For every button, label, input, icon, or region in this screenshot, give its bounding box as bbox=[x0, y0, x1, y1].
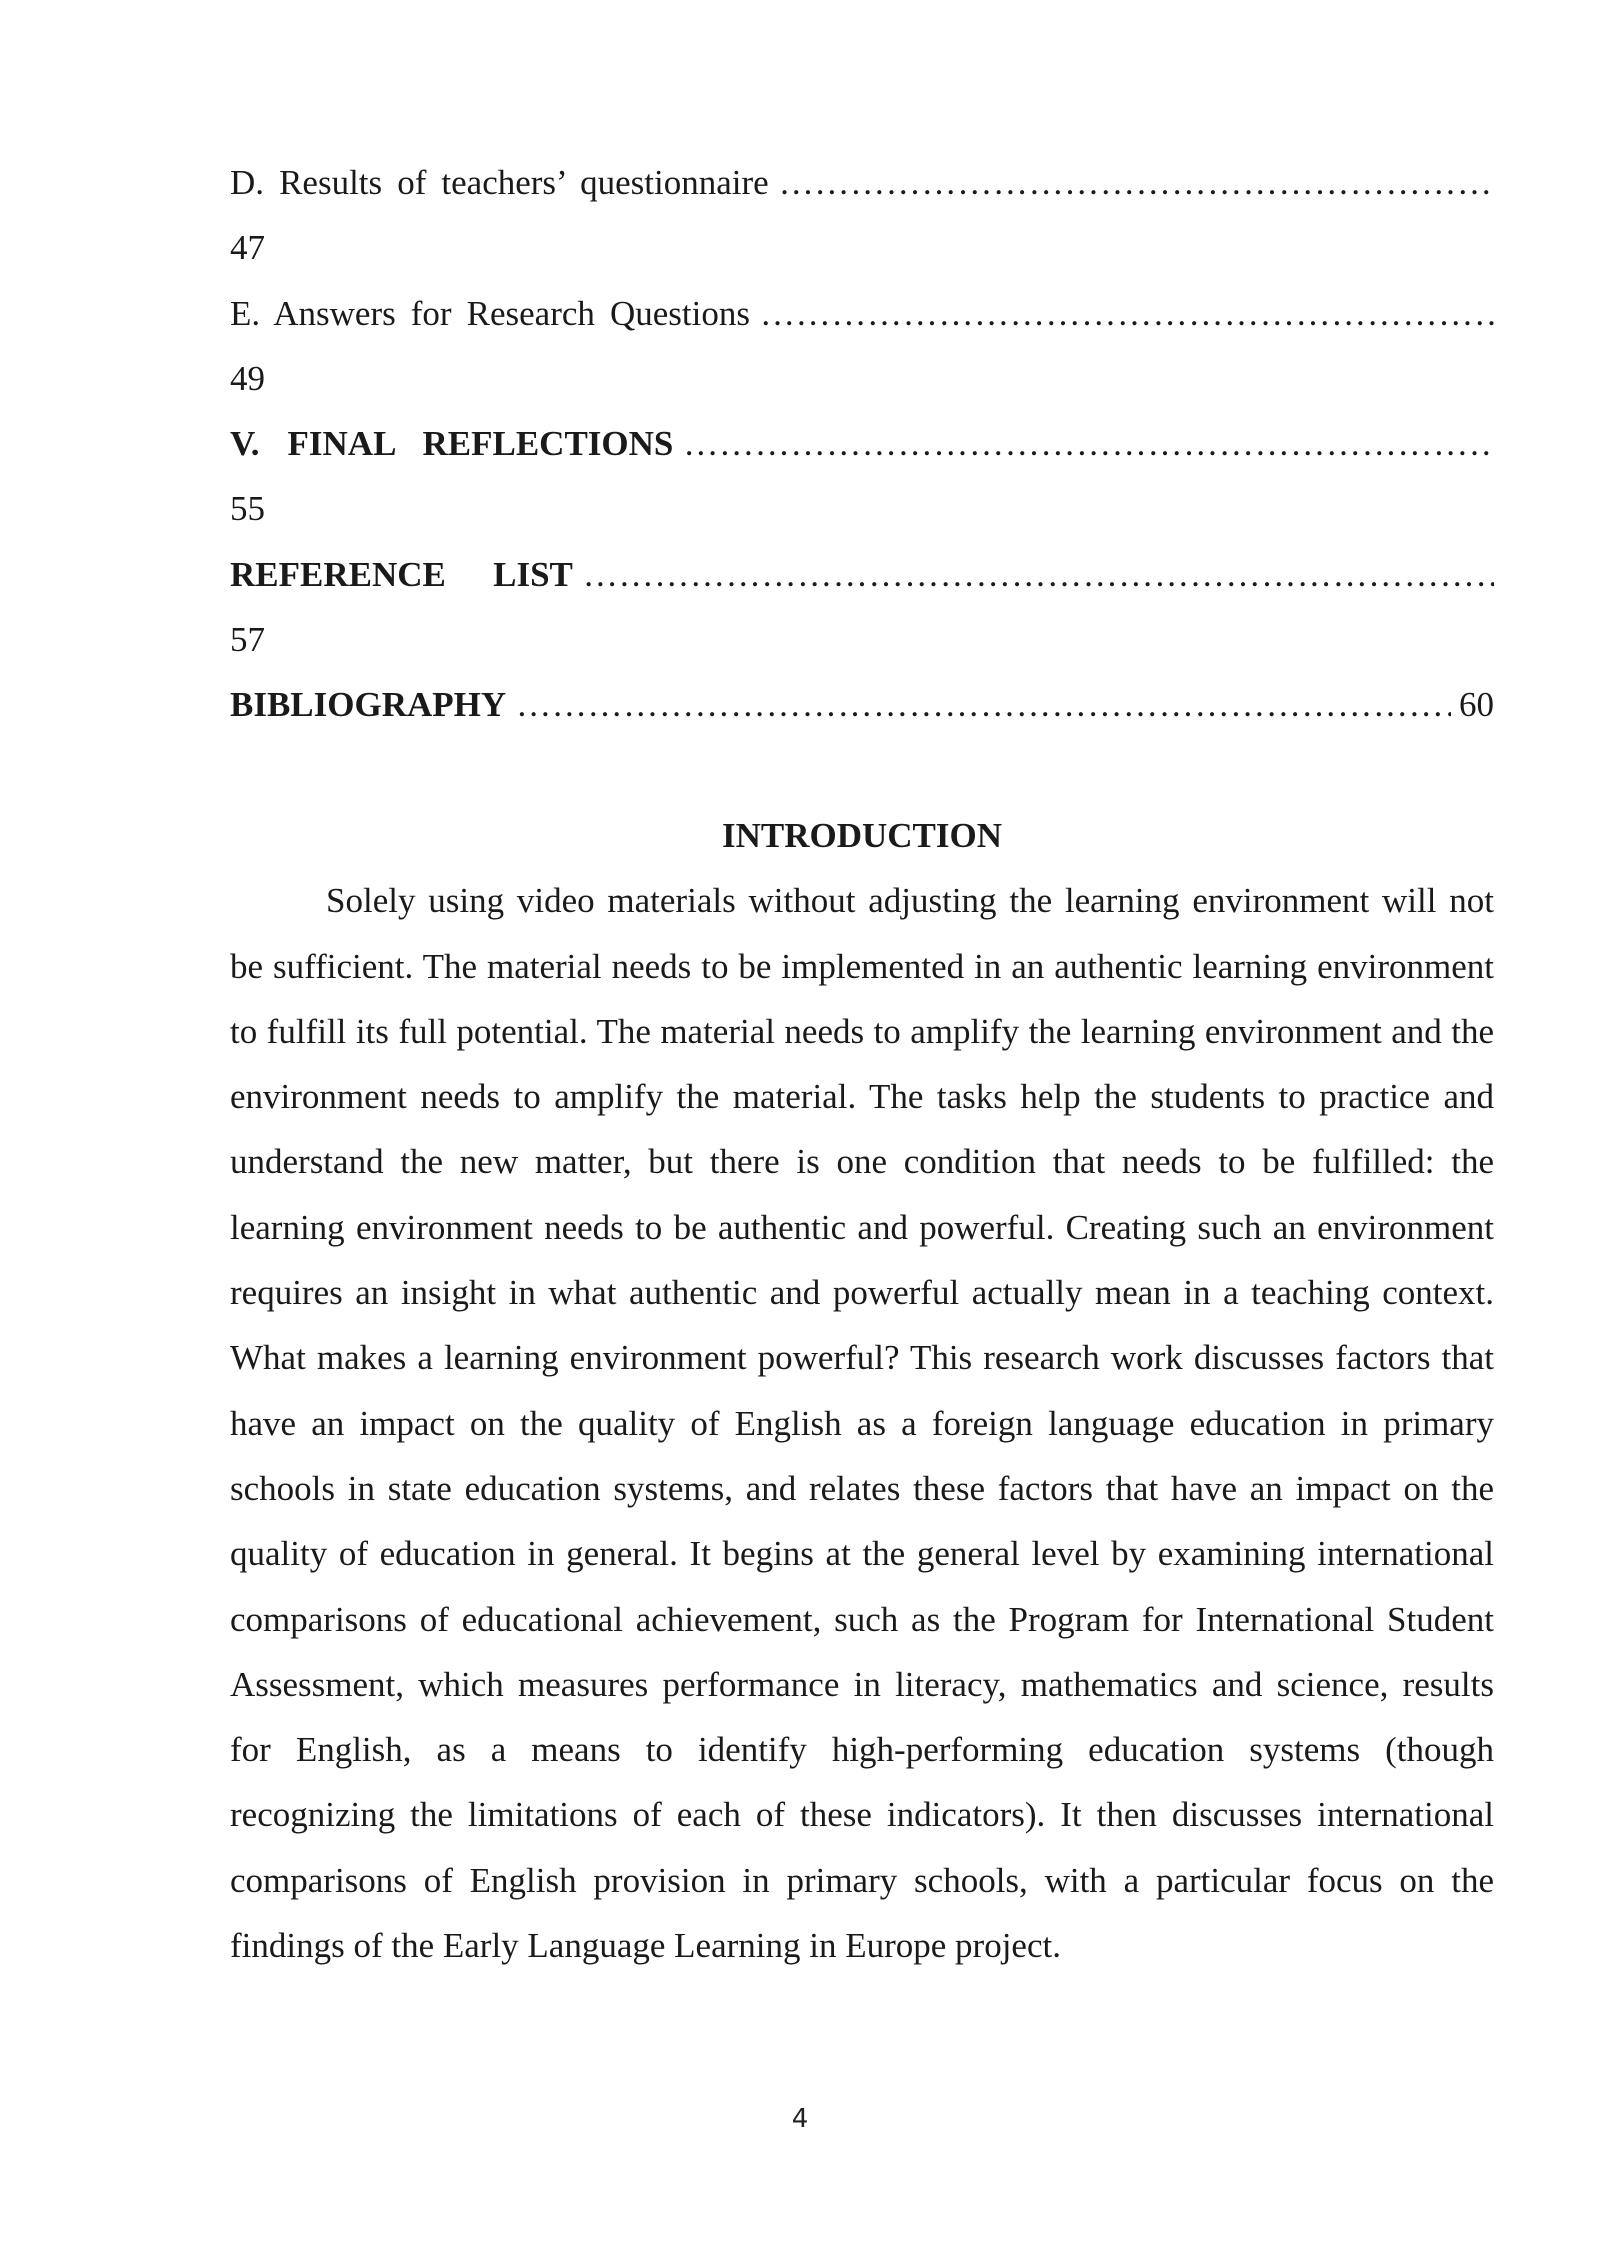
toc-entry-page-number: 55 bbox=[230, 489, 265, 529]
toc-entry-title: D. Results of teachers’ questionnaire bbox=[230, 163, 769, 202]
toc-leader-dots bbox=[779, 150, 1494, 215]
toc-entry-final-reflections bbox=[230, 411, 1494, 476]
toc-entry-bibliography bbox=[230, 672, 1494, 737]
toc-leader-dots bbox=[516, 672, 1451, 737]
toc-leader-dots bbox=[683, 411, 1494, 476]
toc-entry-title: V. FINAL REFLECTIONS bbox=[230, 424, 674, 464]
toc-entry-reference-list bbox=[230, 542, 1494, 607]
toc-entry-page-number: 60 bbox=[1459, 685, 1494, 725]
introduction-heading: INTRODUCTION bbox=[721, 815, 1003, 855]
toc-entry-results-teachers-questionnaire bbox=[230, 150, 1494, 215]
toc-entry-page-number: 47 bbox=[230, 228, 265, 268]
introduction-paragraph: Solely using video materials without adjusting the learning environment will not be sufficient. The material needs to be implemented in an authentic learning environment to fulfill its full potential. The material needs to amplify the learning environment and the environment needs to amplify the material. The tasks help the students to practice and understand the new matter, but there is one condition that needs to be fulfilled: the learning environment needs to be authentic and powerful. Creating such an environment requires an insight in what authentic and powerful actually mean in a teaching context. What makes a learning environment powerful? This research work discusses factors that have an impact on the quality of English as a foreign language education in primary schools in state education systems, and relates these factors that have an impact on the quality of education in general. It begins at the general level by examining international comparisons of educational achievement, such as the Program for International Student Assessment, which measures performance in literacy, mathematics and science, results for English, as a means to identify high-performing education systems (though recognizing the limitations of each of these indicators). It then discusses international comparisons of English provision in primary schools, with a particular focus on the findings of the Early Language Learning in Europe project. bbox=[230, 881, 1494, 1966]
toc-entry-title: REFERENCE LIST bbox=[230, 554, 573, 594]
toc-entry-page-number: 57 bbox=[230, 620, 265, 660]
toc-entry-page-number: 49 bbox=[230, 358, 265, 398]
page-number: 4 bbox=[791, 2104, 809, 2134]
page-content bbox=[230, 150, 1494, 1978]
toc-leader-dots bbox=[760, 281, 1494, 346]
toc-entry-title: BIBLIOGRAPHY bbox=[230, 685, 507, 725]
toc-entry-title: E. Answers for Research Questions bbox=[230, 293, 750, 333]
toc-leader-dots bbox=[583, 542, 1494, 607]
toc-entry-answers-research-questions bbox=[230, 281, 1494, 346]
